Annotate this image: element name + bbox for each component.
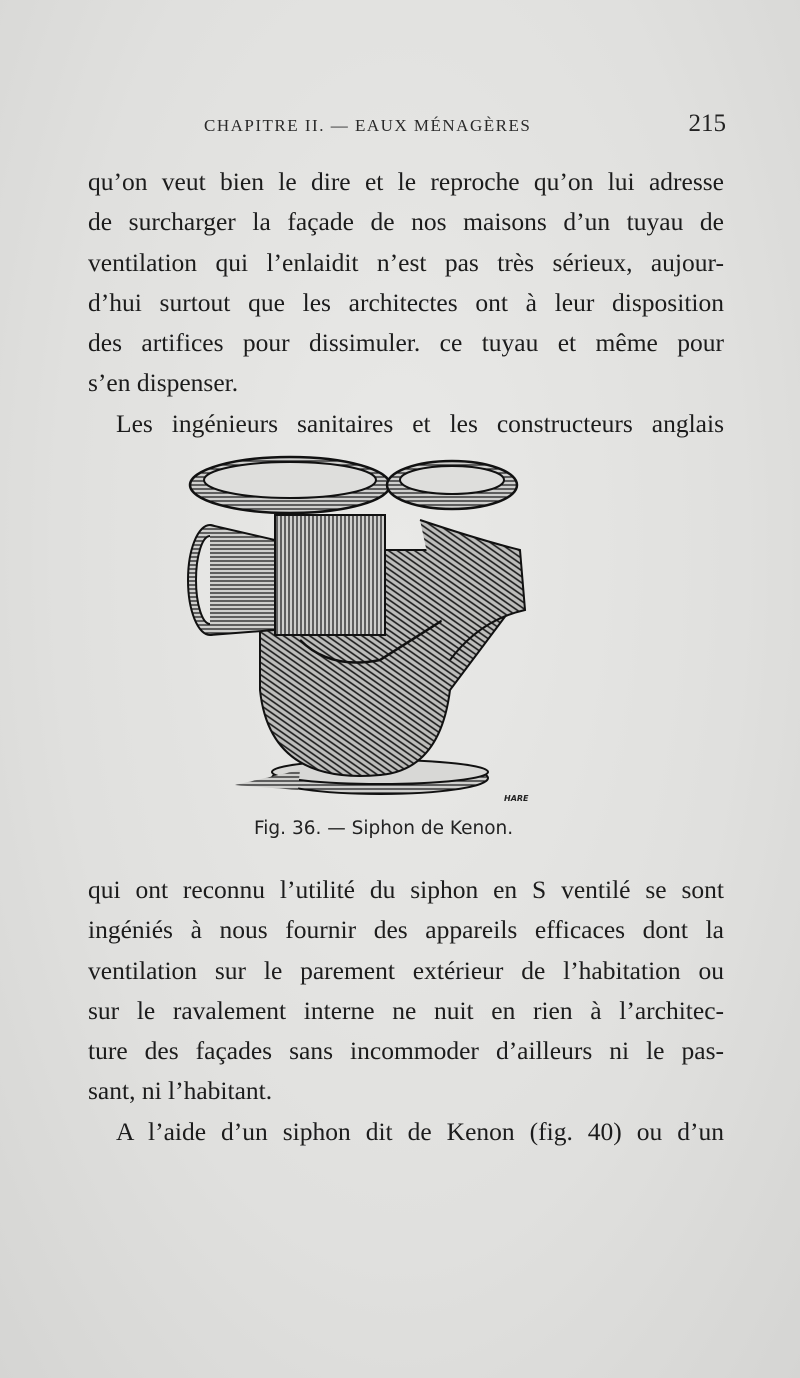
engraver-signature: HARE <box>504 794 529 803</box>
text-line: s’en dispenser. <box>88 368 239 398</box>
text-line: ingéniés à nous fournir des appareils efficaces dont la <box>88 915 724 945</box>
text-line: Les ingénieurs sanitaires et les constructeurs anglais <box>116 408 724 438</box>
text-line: des artifices pour dissimuler. ce tuyau et même pour <box>88 328 724 358</box>
figure-caption: Fig. 36. — Siphon de Kenon. <box>254 818 514 839</box>
text-line: ventilation qui l’enlaidit n’est pas très sérieux, aujour- <box>88 247 724 277</box>
text-line: A l’aide d’un siphon dit de Kenon (fig. 40) ou d’un <box>116 1116 724 1146</box>
siphon-illustration <box>180 440 530 820</box>
text-line: qui ont reconnu l’utilité du siphon en S ventilé se sont <box>88 875 724 904</box>
text-line: ventilation sur le parement extérieur de l’habitation ou <box>88 955 724 985</box>
paragraph-top <box>88 162 724 444</box>
running-title: CHAPITRE II. — EAUX MÉNAGÈRES <box>204 116 532 135</box>
page-number: 215 <box>688 110 726 137</box>
text-line: sur le ravalement interne ne nuit en rien à l’architec- <box>88 995 724 1025</box>
paragraph-bottom <box>88 870 724 1152</box>
text-line: qu’on veut bien le dire et le reproche qu’on lui adresse <box>88 167 724 196</box>
text-line: ture des façades sans incommoder d’ailleurs ni le pas- <box>88 1036 724 1066</box>
text-line: d’hui surtout que les architectes ont à leur disposition <box>88 287 724 317</box>
page-header <box>88 112 728 146</box>
text-line: de surcharger la façade de nos maisons d’un tuyau de <box>88 207 724 237</box>
text-line: sant, ni l’habitant. <box>88 1076 273 1106</box>
